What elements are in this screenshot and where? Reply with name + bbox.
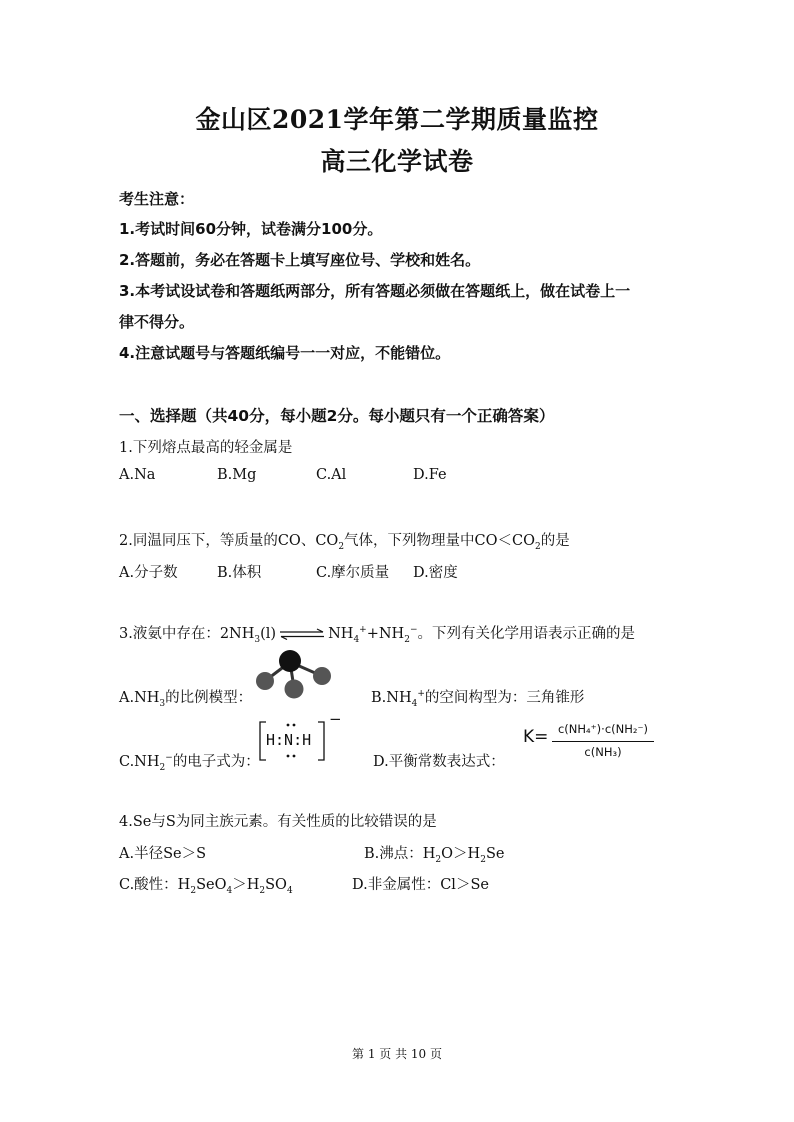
- question-2-option-c: C.摩尔质量: [316, 565, 390, 581]
- question-1-stem: 1.下列熔点最高的轻金属是: [119, 440, 293, 456]
- notice-item-1: 1.考试时间60分钟，试卷满分100分。: [119, 220, 383, 238]
- question-1-option-d: D.Fe: [413, 467, 447, 483]
- question-4-option-a: A.半径Se＞S: [119, 846, 207, 862]
- question-3-option-a: $A.NH_3$的比例模型：: [119, 690, 253, 709]
- question-2-stem: 2.同温同压下，等质量的CO、$CO_2$气体，下列物理量中$CO<CO_2$的是: [119, 533, 570, 552]
- ammonia-ball-model-icon: [250, 648, 336, 704]
- exam-title-line1: 金山区2021学年第二学期质量监控: [195, 105, 599, 134]
- question-4-option-b: B.沸点：$H_2O>H_2Se$: [364, 846, 505, 865]
- amide-lewis-text: H:N:H: [266, 731, 312, 749]
- question-3-option-b: $B.NH_4^+$的空间构型为：三角锥形: [371, 689, 585, 709]
- question-1-option-a: A.Na: [119, 467, 156, 483]
- section-heading: 一、选择题（共40分，每小题2分。每小题只有一个正确答案）: [119, 407, 555, 425]
- question-3-option-d: D.平衡常数表达式：: [373, 754, 505, 770]
- notice-heading: 考生注意：: [119, 190, 195, 208]
- notice-item-3: 3.本考试设试卷和答题纸两部分，所有答题必须做在答题纸上，做在试卷上一: [119, 282, 631, 300]
- question-3-option-c: $C.NH_2^-$的电子式为：: [119, 753, 260, 773]
- question-4-option-d: D.非金属性：Cl＞Se: [352, 877, 489, 893]
- k-symbol: K=: [523, 727, 549, 747]
- question-2-option-d: D.密度: [413, 565, 458, 581]
- question-3-stem: 3.液氨中存在：$2NH_3(l)$ $NH_4^++NH_2^-$。下列有关化学用语表示正确的是: [119, 625, 635, 645]
- exam-title-line2: 高三化学试卷: [320, 147, 474, 176]
- amide-lewis-charge: −: [329, 710, 342, 728]
- notice-item-4: 4.注意试题号与答题纸编号一一对应，不能错位。: [119, 344, 451, 362]
- page-number: 第 1 页 共 10 页: [352, 1047, 442, 1061]
- question-2-option-b: B.体积: [217, 565, 262, 581]
- question-4-stem: 4.Se与S为同主族元素。有关性质的比较错误的是: [119, 814, 437, 830]
- fraction-bar: [552, 741, 654, 742]
- notice-item-2: 2.答题前，务必在答题卡上填写座位号、学校和姓名。: [119, 251, 481, 269]
- notice-item-3-cont: 律不得分。: [119, 313, 195, 331]
- question-1-option-b: B.Mg: [217, 467, 257, 483]
- k-denominator: c(NH₃): [584, 745, 622, 759]
- question-2-option-a: A.分子数: [119, 565, 178, 581]
- question-1-option-c: C.Al: [316, 467, 347, 483]
- question-4-option-c: C.酸性：$H_2SeO_4>H_2SO_4$: [119, 877, 293, 896]
- equilibrium-arrow-icon: [279, 628, 325, 640]
- k-numerator: c(NH₄⁺)·c(NH₂⁻): [557, 722, 649, 736]
